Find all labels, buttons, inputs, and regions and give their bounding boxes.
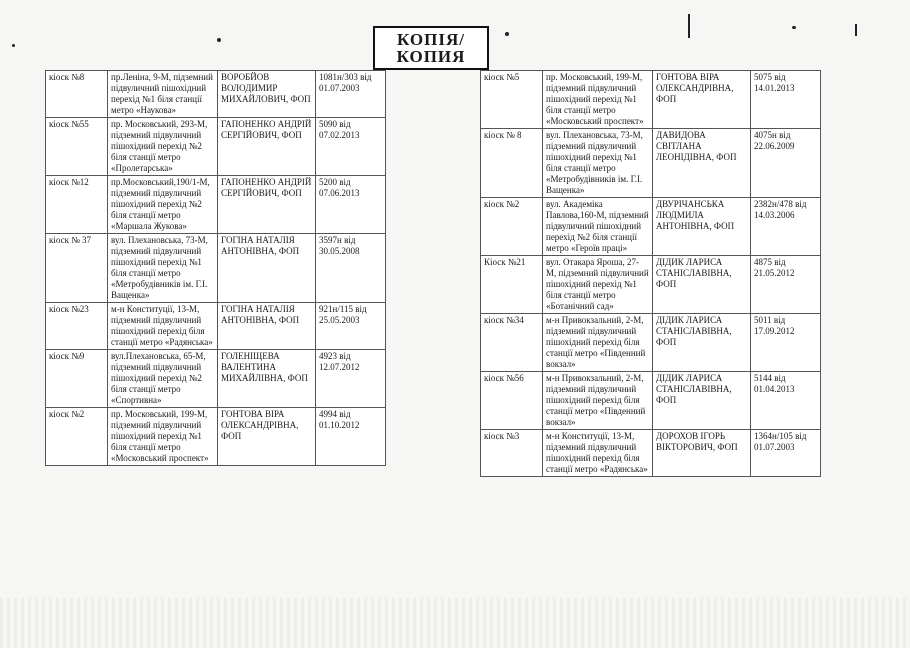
contract-cell: 921н/115 від 25.05.2003 [316, 303, 386, 350]
table-row [46, 303, 386, 350]
address-cell: вул. Плехановська, 73-М, підземний підвуличний пішохідний перехід №1 біля станції метро «Метробудівників ім. Г.І. Ващенка» [108, 234, 218, 303]
contract-cell: 4075н від 22.06.2009 [751, 129, 821, 198]
owner-cell: ДІДИК ЛАРИСА СТАНІСЛАВІВНА, ФОП [653, 372, 751, 430]
owner-cell: ДІДИК ЛАРИСА СТАНІСЛАВІВНА, ФОП [653, 256, 751, 314]
kiosk-cell: Кіоск №21 [481, 256, 543, 314]
contract-cell: 5011 від 17.09.2012 [751, 314, 821, 372]
kiosk-cell: кіоск №34 [481, 314, 543, 372]
owner-cell: ГОЛЕНІЩЕВА ВАЛЕНТИНА МИХАЙЛІВНА, ФОП [218, 350, 316, 408]
owner-cell: ГОНТОВА ВІРА ОЛЕКСАНДРІВНА, ФОП [653, 71, 751, 129]
contract-cell: 4923 від 12.07.2012 [316, 350, 386, 408]
table-row [481, 430, 821, 477]
address-cell: пр.Московський,190/1-М, підземний підвуличний пішохідний перехід №2 біля станції метро «Маршала Жукова» [108, 176, 218, 234]
owner-cell: ДІДИК ЛАРИСА СТАНІСЛАВІВНА, ФОП [653, 314, 751, 372]
address-cell: м-н Конституції, 13-М, підземний підвуличний пішохідний перехід біля станції метро «Радянська» [108, 303, 218, 350]
contract-cell: 4875 від 21.05.2012 [751, 256, 821, 314]
owner-cell: ГАПОНЕНКО АНДРІЙ СЕРГІЙОВИЧ, ФОП [218, 176, 316, 234]
scan-noise-strip [0, 598, 910, 648]
owner-cell: ГОГІНА НАТАЛІЯ АНТОНІВНА, ФОП [218, 303, 316, 350]
owner-cell: ГОГІНА НАТАЛІЯ АНТОНІВНА, ФОП [218, 234, 316, 303]
contract-cell: 1364н/105 від 01.07.2003 [751, 430, 821, 477]
table-row [481, 372, 821, 430]
scan-mark [688, 14, 690, 38]
address-cell: вул. Плехановська, 73-М, підземний підвуличний пішохідний перехід №1 біля станції метро «Метробудівників ім. Г.І. Ващенка» [543, 129, 653, 198]
scan-speck [12, 44, 15, 47]
address-cell: пр. Московський, 199-М, підземний підвуличний пішохідний перехід №1 біля станції метро «Московський проспект» [543, 71, 653, 129]
address-cell: пр. Московський, 293-М, підземний підвуличний пішохідний перехід №2 біля станції метро «Пролетарська» [108, 118, 218, 176]
scan-speck [792, 26, 796, 29]
kiosk-cell: кіоск №2 [46, 408, 108, 466]
kiosk-cell: кіоск №9 [46, 350, 108, 408]
kiosk-cell: кіоск №23 [46, 303, 108, 350]
contract-cell: 5144 від 01.04.2013 [751, 372, 821, 430]
table-row [46, 408, 386, 466]
right-register-table [480, 70, 821, 477]
contract-cell: 5200 від 07.06.2013 [316, 176, 386, 234]
owner-cell: ВОРОБЙОВ ВОЛОДИМИР МИХАЙЛОВИЧ, ФОП [218, 71, 316, 118]
contract-cell: 4994 від 01.10.2012 [316, 408, 386, 466]
left-register-table [45, 70, 386, 466]
table-row [481, 256, 821, 314]
owner-cell: ГОНТОВА ВІРА ОЛЕКСАНДРІВНА, ФОП [218, 408, 316, 466]
kiosk-cell: кіоск №8 [46, 71, 108, 118]
address-cell: вул. Академіка Павлова,160-М, підземний підвуличний пішохідний перехід №2 біля станції метро «Героїв праці» [543, 198, 653, 256]
owner-cell: ДОРОХОВ ІГОРЬ ВІКТОРОВИЧ, ФОП [653, 430, 751, 477]
kiosk-cell: кіоск № 8 [481, 129, 543, 198]
table-row [481, 314, 821, 372]
contract-cell: 2382н/478 від 14.03.2006 [751, 198, 821, 256]
table-row [481, 71, 821, 129]
stamp-line-2: КОПИЯ [396, 47, 466, 66]
table-row [46, 350, 386, 408]
owner-cell: ДАВИДОВА СВІТЛАНА ЛЕОНІДІВНА, ФОП [653, 129, 751, 198]
address-cell: пр.Леніна, 9-М, підземний підвуличний пішохідний перехід №1 біля станції метро «Наукова» [108, 71, 218, 118]
table-row [46, 176, 386, 234]
contract-cell: 5090 від 07.02.2013 [316, 118, 386, 176]
address-cell: пр. Московський, 199-М, підземний підвуличний пішохідний перехід №1 біля станції метро «Московський проспект» [108, 408, 218, 466]
kiosk-cell: кіоск № 37 [46, 234, 108, 303]
owner-cell: ДВУРІЧАНСЬКА ЛЮДМИЛА АНТОНІВНА, ФОП [653, 198, 751, 256]
address-cell: м-н Привокзальний, 2-М, підземний підвуличний пішохідний перехід біля станції метро «Південний вокзал» [543, 372, 653, 430]
contract-cell: 3597н від 30.05.2008 [316, 234, 386, 303]
copy-stamp [373, 26, 489, 70]
address-cell: вул. Отакара Яроша, 27-М, підземний підвуличний пішохідний перехід №1 біля станції метро «Ботанічний сад» [543, 256, 653, 314]
kiosk-cell: кіоск №12 [46, 176, 108, 234]
kiosk-cell: кіоск №5 [481, 71, 543, 129]
kiosk-cell: кіоск №2 [481, 198, 543, 256]
scan-speck [505, 32, 509, 36]
address-cell: м-н Конституції, 13-М, підземний підвуличний пішохідний перехід біля станції метро «Радянська» [543, 430, 653, 477]
contract-cell: 1081н/303 від 01.07.2003 [316, 71, 386, 118]
scan-speck [217, 38, 221, 42]
kiosk-cell: кіоск №3 [481, 430, 543, 477]
scan-mark [855, 24, 857, 36]
kiosk-cell: кіоск №56 [481, 372, 543, 430]
table-row [481, 129, 821, 198]
address-cell: вул.Плехановська, 65-М, підземний підвуличний пішохідний перехід №2 біля станції метро «Спортивна» [108, 350, 218, 408]
table-row [46, 234, 386, 303]
address-cell: м-н Привокзальний, 2-М, підземний підвуличний пішохідний перехід біля станції метро «Південний вокзал» [543, 314, 653, 372]
table-row [481, 198, 821, 256]
contract-cell: 5075 від 14.01.2013 [751, 71, 821, 129]
table-row [46, 71, 386, 118]
table-row [46, 118, 386, 176]
owner-cell: ГАПОНЕНКО АНДРІЙ СЕРГІЙОВИЧ, ФОП [218, 118, 316, 176]
stamp-line-1: КОПІЯ/ [397, 30, 465, 49]
kiosk-cell: кіоск №55 [46, 118, 108, 176]
